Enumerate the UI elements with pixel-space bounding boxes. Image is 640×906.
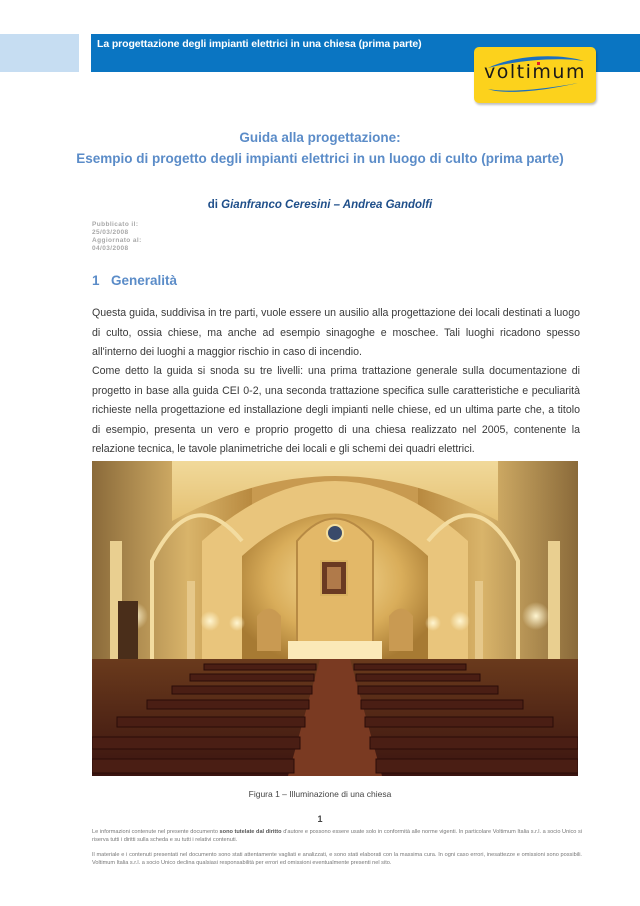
paragraph: Questa guida, suddivisa in tre parti, vuole essere un ausilio alla progettazione dei locali destinati a luogo di culto, ossia chiese, ma anche ad esempio sinagoghe e moschee. Tali luoghi ricadono spesso all'interno dei luoghi a maggior rischio in caso di incendio. bbox=[92, 307, 580, 358]
section-title: Generalità bbox=[111, 273, 178, 288]
section-heading bbox=[92, 273, 177, 288]
footer-copyright-notice bbox=[92, 828, 582, 844]
published-label: Pubblicato il: bbox=[92, 221, 139, 228]
voltimum-logo bbox=[474, 47, 596, 103]
footer-text: d'autore e possono essere usate solo in conformità alle norme vigenti. In particolare Voltimum Italia s.r.l. a socio Unico si riserva tutti i diritti sulla scheda e su tutti i relativi contenuti. bbox=[92, 829, 583, 843]
church-photo bbox=[92, 461, 578, 776]
byline-prefix: di bbox=[207, 199, 222, 211]
footer-text: Le informazioni contenute nel presente documento bbox=[92, 829, 220, 835]
publication-meta bbox=[92, 221, 142, 253]
byline bbox=[0, 199, 640, 211]
document-title: Guida alla progettazione: bbox=[239, 130, 401, 145]
updated-date: 04/03/2008 bbox=[92, 245, 129, 252]
footer-disclaimer: Il materiale e i contenuti presentati nel documento sono stati attentamente vagliati e analizzati, e sono stati elaborati con la massima cura. In ogni caso errori, inesattezze e omissioni sono possibili. Voltimum Italia s.r.l. a socio Unico declina qualsiasi responsabilità per errori ed omissioni eventualmente presenti nel sito. bbox=[92, 852, 582, 866]
figure-caption: Figura 1 – Illuminazione di una chiesa bbox=[248, 789, 392, 799]
paragraph: Come detto la guida si snoda su tre livelli: una prima trattazione generale sulla documentazione di progetto in base alla guida CEI 0-2, una seconda trattazione specifica sulle caratteristiche e peculiarità richieste nella progettazione ed installazione degli impianti nelle chiese, ed un ultima parte che, a titolo di esempio, presenta un vero e proprio progetto di una chiesa realizzato nel 2005, contenente la relazione tecnica, le tavole planimetriche dei locali e gli schemi dei quadri elettrici. bbox=[92, 365, 580, 455]
section-number: 1 bbox=[92, 273, 100, 288]
updated-label: Aggiornato al: bbox=[92, 237, 142, 244]
published-date: 25/03/2008 bbox=[92, 229, 129, 236]
header-title: La progettazione degli impianti elettrici in una chiesa (prima parte) bbox=[97, 38, 422, 50]
page-number: 1 bbox=[317, 814, 323, 824]
footer-bold-text: sono tutelate dal diritto bbox=[219, 829, 282, 835]
logo-text: voltimum bbox=[484, 61, 586, 83]
document-subtitle: Esempio di progetto degli impianti elettrici in un luogo di culto (prima parte) bbox=[76, 151, 564, 166]
header-side-block bbox=[0, 34, 79, 72]
authors: Gianfranco Ceresini – Andrea Gandolfi bbox=[221, 199, 433, 211]
